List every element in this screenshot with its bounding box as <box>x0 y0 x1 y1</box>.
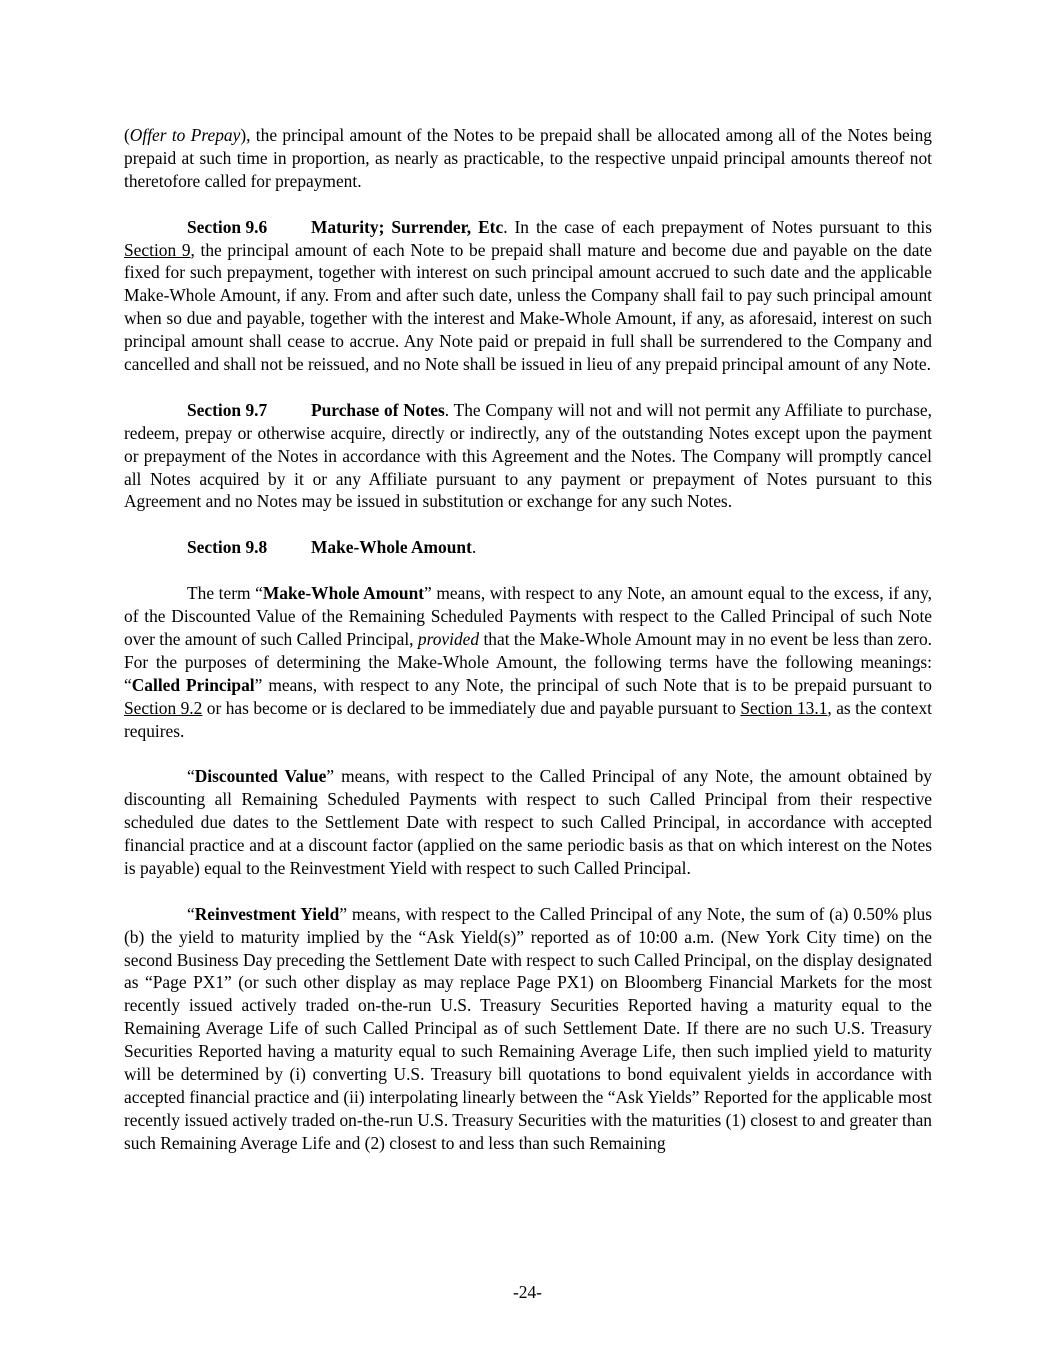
section-9-2-link[interactable]: Section 9.2 <box>124 697 203 718</box>
section-13-1-link[interactable]: Section 13.1 <box>740 697 828 718</box>
page-number: -24- <box>513 1282 542 1302</box>
document-page <box>124 124 932 1178</box>
provided-emphasis: provided <box>417 628 480 649</box>
defined-term-reinvestment-yield: Reinvestment Yield <box>194 903 340 924</box>
section-9-7: Section 9.7 Purchase of Notes. The Company will not and will not permit any Affiliate to purchase, redeem, prepay or otherwise acquire, directly or indirectly, any of the outstanding Notes except upon the payment or prepayment of the Notes in accordance with this Agreement and the Notes. The Company will promptly cancel all Notes acquired by it or any Affiliate pursuant to any payment or prepayment of Notes pursuant to this Agreement and no Notes may be issued in substitution or exchange for any such Notes. <box>124 399 932 512</box>
section-title: Make-Whole Amount <box>311 537 472 558</box>
paragraph-reinvestment-yield-definition: “Reinvestment Yield” means, with respect to the Called Principal of any Note, the sum of (a) 0.50% plus (b) the yield to maturity implied by the “Ask Yield(s)” reported as of 10:00 a.m. (New York City time) on the second Business Day preceding the Settlement Date with respect to such Called Principal, on the display designated as “Page PX1” (or such other display as may replace Page PX1) on Bloomberg Financial Markets for the most recently issued actively traded on-the-run U.S. Treasury Securities Reported having a maturity equal to the Remaining Average Life of such Called Principal as of such Settlement Date. If there are no such U.S. Treasury Securities Reported having a maturity equal to such Remaining Average Life, then such implied yield to maturity will be determined by (i) converting U.S. Treasury bill quotations to bond equivalent yields in accordance with accepted financial practice and (ii) interpolating linearly between the “Ask Yields” Reported for the applicable most recently issued actively traded on-the-run U.S. Treasury Securities with the maturities (1) closest to and greater than such Remaining Average Life and (2) closest to and less than such Remaining <box>124 903 933 1153</box>
section-title: Maturity; Surrender, Etc <box>311 216 504 237</box>
section-9-link[interactable]: Section 9 <box>124 239 191 260</box>
defined-term-make-whole-amount: Make-Whole Amount <box>262 583 425 604</box>
section-number: Section 9.7 <box>187 399 268 420</box>
section-9-6: Section 9.6 Maturity; Surrender, Etc. In the case of each prepayment of Notes pursuant to this Section 9, the principal amount of each Note to be prepaid shall mature and become due and payable on the date fixed for such prepayment, together with interest on such principal amount accrued to such date and the applicable Make-Whole Amount, if any. From and after such date, unless the Company shall fail to pay such principal amount when so due and payable, together with the interest and Make-Whole Amount, if any, as aforesaid, interest on such principal amount shall cease to accrue. Any Note paid or prepaid in full shall be surrendered to the Company and cancelled and shall not be reissued, and no Note shall be issued in lieu of any prepaid principal amount of any Note. <box>124 216 932 375</box>
section-number: Section 9.6 <box>187 216 268 237</box>
paragraph-offer-to-prepay-continuation: (Offer to Prepay), the principal amount of the Notes to be prepaid shall be allocated among all of the Notes being prepaid at such time in proportion, as nearly as practicable, to the respective unpaid principal amounts thereof not theretofore called for prepayment. <box>124 125 932 191</box>
defined-term-called-principal: Called Principal <box>131 674 255 695</box>
section-title: Purchase of Notes <box>311 399 445 420</box>
section-9-8-heading: Section 9.8 Make-Whole Amount. <box>187 537 477 558</box>
defined-term-discounted-value: Discounted Value <box>194 766 327 787</box>
paragraph-make-whole-amount-definition: The term “Make-Whole Amount” means, with respect to any Note, an amount equal to the excess, if any, of the Discounted Value of the Remaining Scheduled Payments with respect to the Called Principal of such Note over the amount of such Called Principal, provided that the Make-Whole Amount may in no event be less than zero. For the purposes of determining the Make-Whole Amount, the following terms have the following meanings: “Called Principal” means, with respect to any Note, the principal of such Note that is to be prepaid pursuant to Section 9.2 or has become or is declared to be immediately due and payable pursuant to Section 13.1, as the context requires. <box>124 583 933 741</box>
section-number: Section 9.8 <box>187 537 268 558</box>
paragraph-discounted-value-definition: “Discounted Value” means, with respect to the Called Principal of any Note, the amount obtained by discounting all Remaining Scheduled Payments with respect to such Called Principal from their respective scheduled due dates to the Settlement Date with respect to such Called Principal, in accordance with accepted financial practice and at a discount factor (applied on the same periodic basis as that on which interest on the Notes is payable) equal to the Reinvestment Yield with respect to such Called Principal. <box>124 766 932 878</box>
offer-to-prepay-reference: Offer to Prepay <box>129 125 241 145</box>
